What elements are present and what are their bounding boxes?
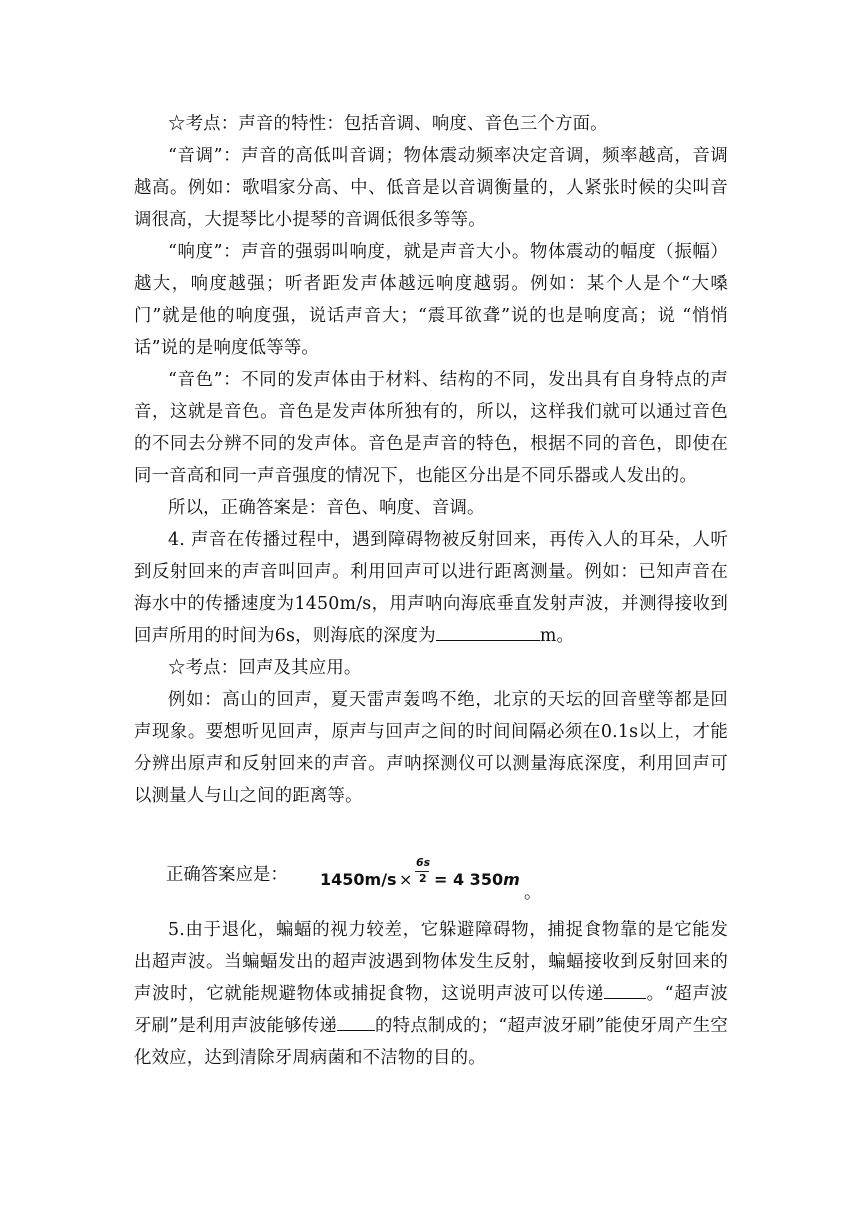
question-5-text-2: 。“超声波牙刷”是利用声波能够传递	[134, 984, 728, 1036]
paragraph-echo-explanation: 例如：高山的回声，夏天雷声轰鸣不绝，北京的天坛的回音壁等都是回声现象。要想听见回声，原声与回声之间的时间间隔必须在0.1s以上，才能分辨出原声和反射回来的声音。声呐探测仪可以测量海底深度，利用回声可以测量人与山之间的距离等。	[134, 690, 728, 806]
formula-period: 。	[524, 883, 542, 903]
question-4	[134, 524, 728, 652]
kaodian-sound-characteristics: ☆考点：声音的特性：包括音调、响度、音色三个方面。	[168, 114, 608, 134]
answer-blank-2[interactable]	[337, 1012, 375, 1031]
formula-result: = 4 350m	[434, 870, 520, 889]
question-5-text-1: 5.由于退化，蝙蝠的视力较差，它躲避障碍物，捕捉食物靠的是它能发出超声波。当蝙蝠发出的超声波遇到物体发生反射，蝙蝠接收到反射回来的声波时，它就能规避物体或捕捉食物，这说明声波可以传递	[134, 920, 728, 1004]
formula-fraction-numerator: 6s	[416, 856, 431, 869]
paragraph-timbre: “音色”：不同的发声体由于材料、结构的不同，发出具有自身特点的声音，这就是音色。音色是发声体所独有的，所以，这样我们就可以通过音色的不同去分辨不同的发声体。音色是声音的特色，根据不同的音色，即使在同一音高和同一声音强度的情况下，也能区分出是不同乐器或人发出的。	[134, 370, 728, 486]
paragraph-pitch: “音调”：声音的高低叫音调；物体震动频率决定音调，频率越高，音调越高。例如：歌唱家分高、中、低音是以音调衡量的，人紧张时候的尖叫音调很高，大提琴比小提琴的音调低很多等等。	[134, 146, 728, 230]
paragraph-loudness: “响度”：声音的强弱叫响度，就是声音大小。物体震动的幅度（振幅）越大，响度越强；听者距发声体越远响度越弱。例如：某个人是个“大嗓门”就是他的响度强，说话声音大；“震耳欲聋”说的也是响度高；说 “悄悄话”说的是响度低等等。	[134, 242, 728, 358]
question-5	[134, 914, 728, 1074]
answer-blank[interactable]	[436, 622, 540, 641]
formula-times: ×	[399, 870, 413, 889]
question-4-unit: m。	[539, 626, 575, 646]
question-5-text-3: 的特点制成的；“超声波牙刷”能使牙周产生空化效应，达到清除牙周病菌和不洁物的目的。	[134, 1016, 728, 1068]
formula-speed: 1450m/s	[320, 870, 397, 889]
formula-fraction-denominator: 2	[419, 872, 427, 885]
answer-blank-1[interactable]	[604, 980, 646, 999]
answer-sec1: 所以，正确答案是：音色、响度、音调。	[168, 498, 485, 518]
answer-label: 正确答案应是：	[166, 865, 288, 885]
question-4-text: 4. 声音在传播过程中，遇到障碍物被反射回来，再传入人的耳朵，人听到反射回来的声音叫回声。利用回声可以进行距离测量。例如：已知声音在海水中的传播速度为1450m/s，用声呐向海底垂直发射声波，并测得接收到回声所用的时间为6s，则海底的深度为	[134, 530, 728, 646]
answer-formula-line	[166, 856, 586, 903]
kaodian-echo: ☆考点：回声及其应用。	[168, 658, 362, 678]
depth-formula	[320, 856, 520, 896]
